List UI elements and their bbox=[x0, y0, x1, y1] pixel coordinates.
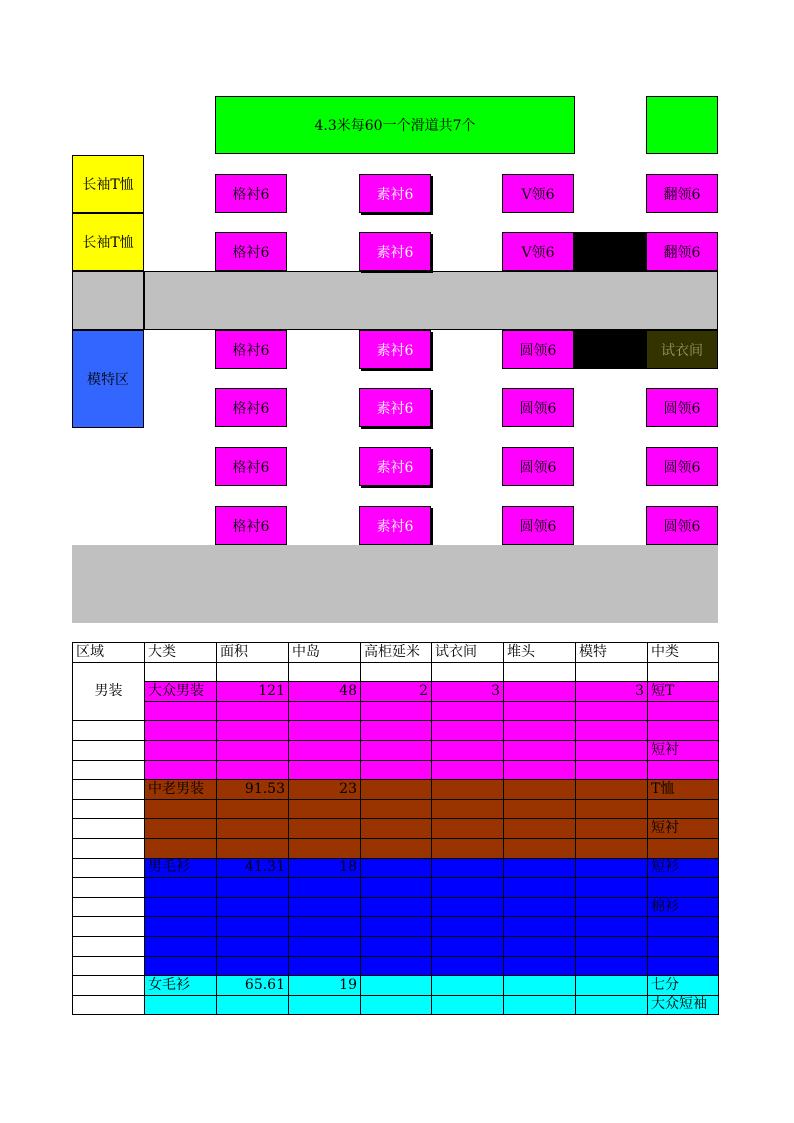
rack-plain-shirt: 素衬6 bbox=[359, 232, 431, 271]
table-row bbox=[73, 878, 719, 898]
aisle-main-2 bbox=[72, 545, 718, 623]
table-row bbox=[73, 858, 719, 878]
rack-plain-shirt: 素衬6 bbox=[359, 330, 431, 369]
model-cell: 3 bbox=[576, 682, 648, 702]
subcategory-cell: 短衫 bbox=[648, 858, 719, 878]
fitting-room-cell: 3 bbox=[432, 682, 504, 702]
header-cell: 区域 bbox=[73, 643, 145, 663]
rack-plain-shirt: 素衬6 bbox=[359, 388, 431, 427]
header-cell: 堆头 bbox=[504, 643, 576, 663]
fitting-room: 试衣间 bbox=[646, 330, 718, 369]
subcategory-cell: 七分 bbox=[648, 976, 719, 996]
table-row bbox=[73, 838, 719, 858]
rack-check-shirt: 格衬6 bbox=[215, 388, 287, 427]
rack-plain-shirt: 素衬6 bbox=[359, 174, 431, 213]
rack-crew-neck: 圆领6 bbox=[502, 447, 574, 486]
table-row bbox=[73, 917, 719, 937]
long-sleeve-tshirt-zone-2: 长袖T恤 bbox=[72, 213, 144, 271]
rack-crew-neck: 圆领6 bbox=[646, 447, 718, 486]
area-cell: 121 bbox=[217, 682, 289, 702]
subcategory-cell: T恤 bbox=[648, 780, 719, 800]
rack-crew-neck: 圆领6 bbox=[502, 330, 574, 369]
header-cell: 高柜延米 bbox=[361, 643, 432, 663]
zone-area-table bbox=[72, 642, 719, 1015]
header-cell: 大类 bbox=[145, 643, 217, 663]
table-row bbox=[73, 760, 719, 780]
header-cell: 面积 bbox=[217, 643, 289, 663]
table-row bbox=[73, 897, 719, 917]
table-row bbox=[73, 995, 719, 1015]
rack-check-shirt: 格衬6 bbox=[215, 330, 287, 369]
black-block bbox=[574, 232, 646, 271]
table-row bbox=[73, 956, 719, 976]
island-cell: 18 bbox=[289, 858, 361, 878]
long-sleeve-tshirt-zone-1: 长袖T恤 bbox=[72, 155, 144, 213]
table-row bbox=[73, 799, 719, 819]
island-cell: 19 bbox=[289, 976, 361, 996]
rack-crew-neck: 圆领6 bbox=[646, 388, 718, 427]
rack-plain-shirt: 素衬6 bbox=[359, 506, 431, 545]
table-row bbox=[73, 780, 719, 800]
table-row bbox=[73, 682, 719, 702]
area-cell: 91.53 bbox=[217, 780, 289, 800]
rack-check-shirt: 格衬6 bbox=[215, 232, 287, 271]
table-row bbox=[73, 701, 719, 721]
header-cell: 试衣间 bbox=[432, 643, 504, 663]
rack-check-shirt: 格衬6 bbox=[215, 506, 287, 545]
subcategory-cell: 短T bbox=[648, 682, 719, 702]
rack-check-shirt: 格衬6 bbox=[215, 174, 287, 213]
rack-crew-neck: 圆领6 bbox=[502, 506, 574, 545]
table-row bbox=[73, 976, 719, 996]
rack-crew-neck: 圆领6 bbox=[502, 388, 574, 427]
table-row bbox=[73, 740, 719, 760]
top-banner: 4.3米每60一个滑道共7个 bbox=[215, 96, 575, 154]
subcategory-cell: 短衬 bbox=[648, 740, 719, 760]
rack-polo: 翻领6 bbox=[646, 174, 718, 213]
category-cell: 女毛衫 bbox=[145, 976, 217, 996]
table-row bbox=[73, 819, 719, 839]
island-cell: 23 bbox=[289, 780, 361, 800]
header-cell: 中岛 bbox=[289, 643, 361, 663]
rack-polo: 翻领6 bbox=[646, 232, 718, 271]
category-cell: 男毛衫 bbox=[145, 858, 217, 878]
region-cell: 男装 bbox=[73, 662, 145, 721]
subcategory-cell: 短衬 bbox=[648, 819, 719, 839]
aisle-left-block bbox=[72, 271, 144, 330]
table-row bbox=[73, 936, 719, 956]
header-cell: 中类 bbox=[648, 643, 719, 663]
aisle-main-1 bbox=[144, 271, 718, 330]
top-banner-right bbox=[646, 96, 718, 154]
rack-v-neck: V领6 bbox=[502, 174, 574, 213]
tall-cabinet-cell: 2 bbox=[361, 682, 432, 702]
island-cell: 48 bbox=[289, 682, 361, 702]
category-cell: 大众男装 bbox=[145, 682, 217, 702]
subcategory-cell: 棉衫 bbox=[648, 897, 719, 917]
rack-plain-shirt: 素衬6 bbox=[359, 447, 431, 486]
model-zone: 模特区 bbox=[72, 330, 144, 428]
subcategory-cell: 大众短袖 bbox=[648, 995, 719, 1015]
header-cell: 模特 bbox=[576, 643, 648, 663]
rack-crew-neck: 圆领6 bbox=[646, 506, 718, 545]
rack-check-shirt: 格衬6 bbox=[215, 447, 287, 486]
table-row bbox=[73, 662, 719, 682]
category-cell: 中老男装 bbox=[145, 780, 217, 800]
black-block bbox=[574, 330, 646, 369]
area-cell: 41.31 bbox=[217, 858, 289, 878]
rack-v-neck: V领6 bbox=[502, 232, 574, 271]
table-row bbox=[73, 721, 719, 741]
table-header-row bbox=[73, 643, 719, 663]
area-cell: 65.61 bbox=[217, 976, 289, 996]
